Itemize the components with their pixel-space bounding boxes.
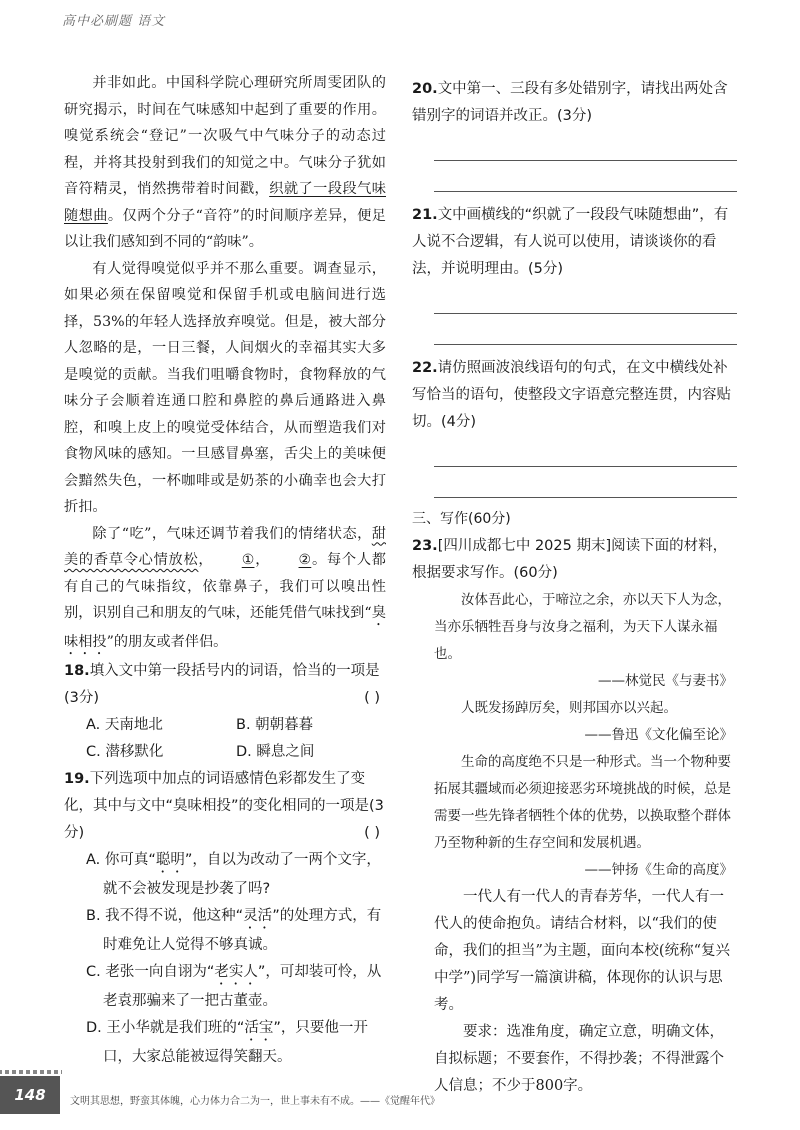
q18-text: 填入文中第一段括号内的词语，恰当的一项是(3分) [64, 663, 380, 706]
task-text: 一代人有一代人的青春芳华，一代人有一代人的使命抱负。请结合材料，以“我们的使命，我们的担当”为主题，面向本校(统称“复兴中学”)同学写一篇演讲稿，体现你的认识与思考。 [434, 889, 730, 1013]
material-3-source: ——钟扬《生命的高度》 [584, 862, 733, 878]
wavy-phrase: 甜美的香草令心情放松 [64, 525, 386, 568]
dotted-phrase: 臭味相投 [64, 605, 386, 650]
material-2: 人既发扬踔厉矣，则邦国亦以兴起。 [461, 700, 677, 716]
q19-option-a: A. 你可真“聪明”，自以为改动了一两个文字， 就不会被发现是抄袭了吗? [86, 852, 381, 897]
answer-line[interactable] [434, 436, 737, 467]
q19-option-c: C. 老张一向自诩为“老实人”，可却装可怜，从 老袁那骗来了一把古董壶。 [86, 964, 382, 1009]
question-21 [412, 202, 737, 283]
q22-number: 22. [412, 360, 438, 376]
underlined-phrase: 织就了一段段气味随想曲 [64, 181, 386, 224]
q21-text: 文中画横线的“织就了一段段气味随想曲”，有人说不合逻辑，有人说可以使用，请谈谈你的看法，并说明理由。(5分) [412, 207, 729, 277]
q22-text: 请仿照画波浪线语句的句式，在文中横线处补写恰当的语句，使整段文字语意完整连贯，内容贴切。(4分) [412, 360, 731, 430]
question-23 [412, 533, 737, 587]
p3-text: 除了“吃”，气味还调节着我们的情绪状态， [92, 525, 372, 542]
page-header: 高中必刷题 语文 [62, 14, 166, 29]
page-footer [0, 1068, 800, 1130]
q18-option-a: A. 天南地北 [86, 717, 163, 733]
answer-line[interactable] [434, 161, 737, 192]
section-heading: 三、写作(60分) [412, 511, 511, 527]
q23-materials [412, 587, 737, 884]
p1-text: 并非如此。中国科学院心理研究所周雯团队的研究揭示，时间在气味感知中起到了重要的作用。嗅觉系统会“登记”一次吸气中气味分子的动态过程，并将其投射到我们的知觉之中。气味分子犹如音符精灵，悄然携带着时间戳， [64, 75, 386, 197]
dotted-word: 聪明 [155, 852, 185, 868]
p3-sep: ， [198, 552, 214, 568]
q23-text: [四川成都七中 2025 期末]阅读下面的材料，根据要求写作。(60分) [412, 538, 728, 581]
question-20 [412, 76, 737, 130]
p3-end: ”的朋友或者伴侣。 [106, 634, 228, 650]
page-number: 148 [14, 1086, 46, 1104]
requirements-text: 要求：选准角度，确定立意，明确文体，自拟标题；不要套作，不得抄袭；不得泄露个人信息；不少于800字。 [434, 1024, 724, 1094]
answer-line[interactable] [434, 283, 737, 314]
q20-number: 20. [412, 81, 438, 97]
blank-1: ① [241, 552, 255, 568]
q19-option-d: D. 王小华就是我们班的“活宝”，只要他一开 口，大家总能被逗得笑翻天。 [86, 1020, 368, 1065]
dotted-word: 活宝 [244, 1020, 274, 1036]
paragraph-3: 除了“吃”，气味还调节着我们的情绪状态，甜美的香草令心情放松， ①， ②。每个人都有自己的气味指纹，依靠鼻子，我们可以嗅出性别，识别自己和朋友的气味，还能凭借气味找到“臭味相投”的朋友或者伴侣。 [64, 525, 386, 650]
question-18 [64, 658, 386, 766]
question-19 [64, 766, 386, 1071]
q18-option-b: B. 朝朝暮暮 [236, 717, 314, 733]
q19-answer-paren: ( ) [364, 825, 380, 841]
footer-quote: 文明其思想，野蛮其体魄，心力体力合二为一，世上事未有不成。——《觉醒年代》 [70, 1096, 440, 1107]
q18-option-d: D. 瞬息之间 [236, 744, 315, 760]
q18-option-c: C. 潜移默化 [86, 744, 164, 760]
q19-option-b: B. 我不得不说，他这种“灵活”的处理方式，有 时难免让人觉得不够真诚。 [86, 908, 382, 953]
answer-line[interactable] [434, 314, 737, 345]
p3-tail: 。每个人都有自己的气味指纹，依靠鼻子，我们可以嗅出性别，识别自己和朋友的气味，还能凭借气味找到“ [64, 552, 386, 621]
q23-number: 23. [412, 538, 438, 554]
material-1-source: ——林觉民《与妻书》 [598, 673, 733, 689]
paragraph-1 [64, 70, 386, 256]
material-2-source: ——鲁迅《文化偏至论》 [584, 727, 733, 743]
q19-number: 19. [64, 771, 90, 787]
right-column [412, 76, 737, 1100]
dotted-word: 灵活 [243, 908, 273, 924]
q19-text: 下列选项中加点的词语感情色彩都发生了变化，其中与文中“臭味相投”的变化相同的一项是(3分) [64, 771, 384, 841]
dotted-word: 老实人 [214, 964, 258, 980]
page-number-box [0, 1076, 60, 1114]
q20-text: 文中第一、三段有多处错别字，请找出两处含错别字的词语并改正。(3分) [412, 81, 728, 124]
blank-2: ② [298, 552, 312, 568]
material-3: 生命的高度绝不只是一种形式。当一个物种要拓展其疆域而必须迎接恶劣环境挑战的时候，总是需要一些先锋者牺牲个体的优势，以换取整个群体乃至物种新的生存空间和发展机遇。 [434, 754, 731, 851]
p1-tail: 。仅两个分子“音符”的时间顺序差异，便足以让我们感知到不同的“韵味”。 [64, 207, 386, 250]
q21-number: 21. [412, 207, 438, 223]
q18-number: 18. [64, 663, 90, 679]
left-column [64, 70, 386, 1071]
answer-line[interactable] [434, 467, 737, 498]
q18-answer-paren: ( ) [364, 690, 380, 706]
answer-line[interactable] [434, 130, 737, 161]
question-22 [412, 355, 737, 436]
material-1: 汝体吾此心，于啼泣之余，亦以天下人为念，当亦乐牺牲吾身与汝身之福利，为天下人谋永福也。 [434, 592, 731, 662]
paragraph-2: 有人觉得嗅觉似乎并不那么重要。调查显示，如果必须在保留嗅觉和保留手机或电脑间进行选择，53%的年轻人选择放弃嗅觉。但是，被大部分人忽略的是，一日三餐，人间烟火的幸福其实大多是嗅觉的贡献。当我们咀嚼食物时，食物释放的气味分子会顺着连通口腔和鼻腔的鼻后通路进入鼻腔，和嗅上皮上的嗅觉受体结合，从而塑造我们对食物风味的感知。一旦感冒鼻塞，舌尖上的美味便会黯然失色，一杯咖啡或是奶茶的小确幸也会大打折扣。 [64, 260, 386, 515]
